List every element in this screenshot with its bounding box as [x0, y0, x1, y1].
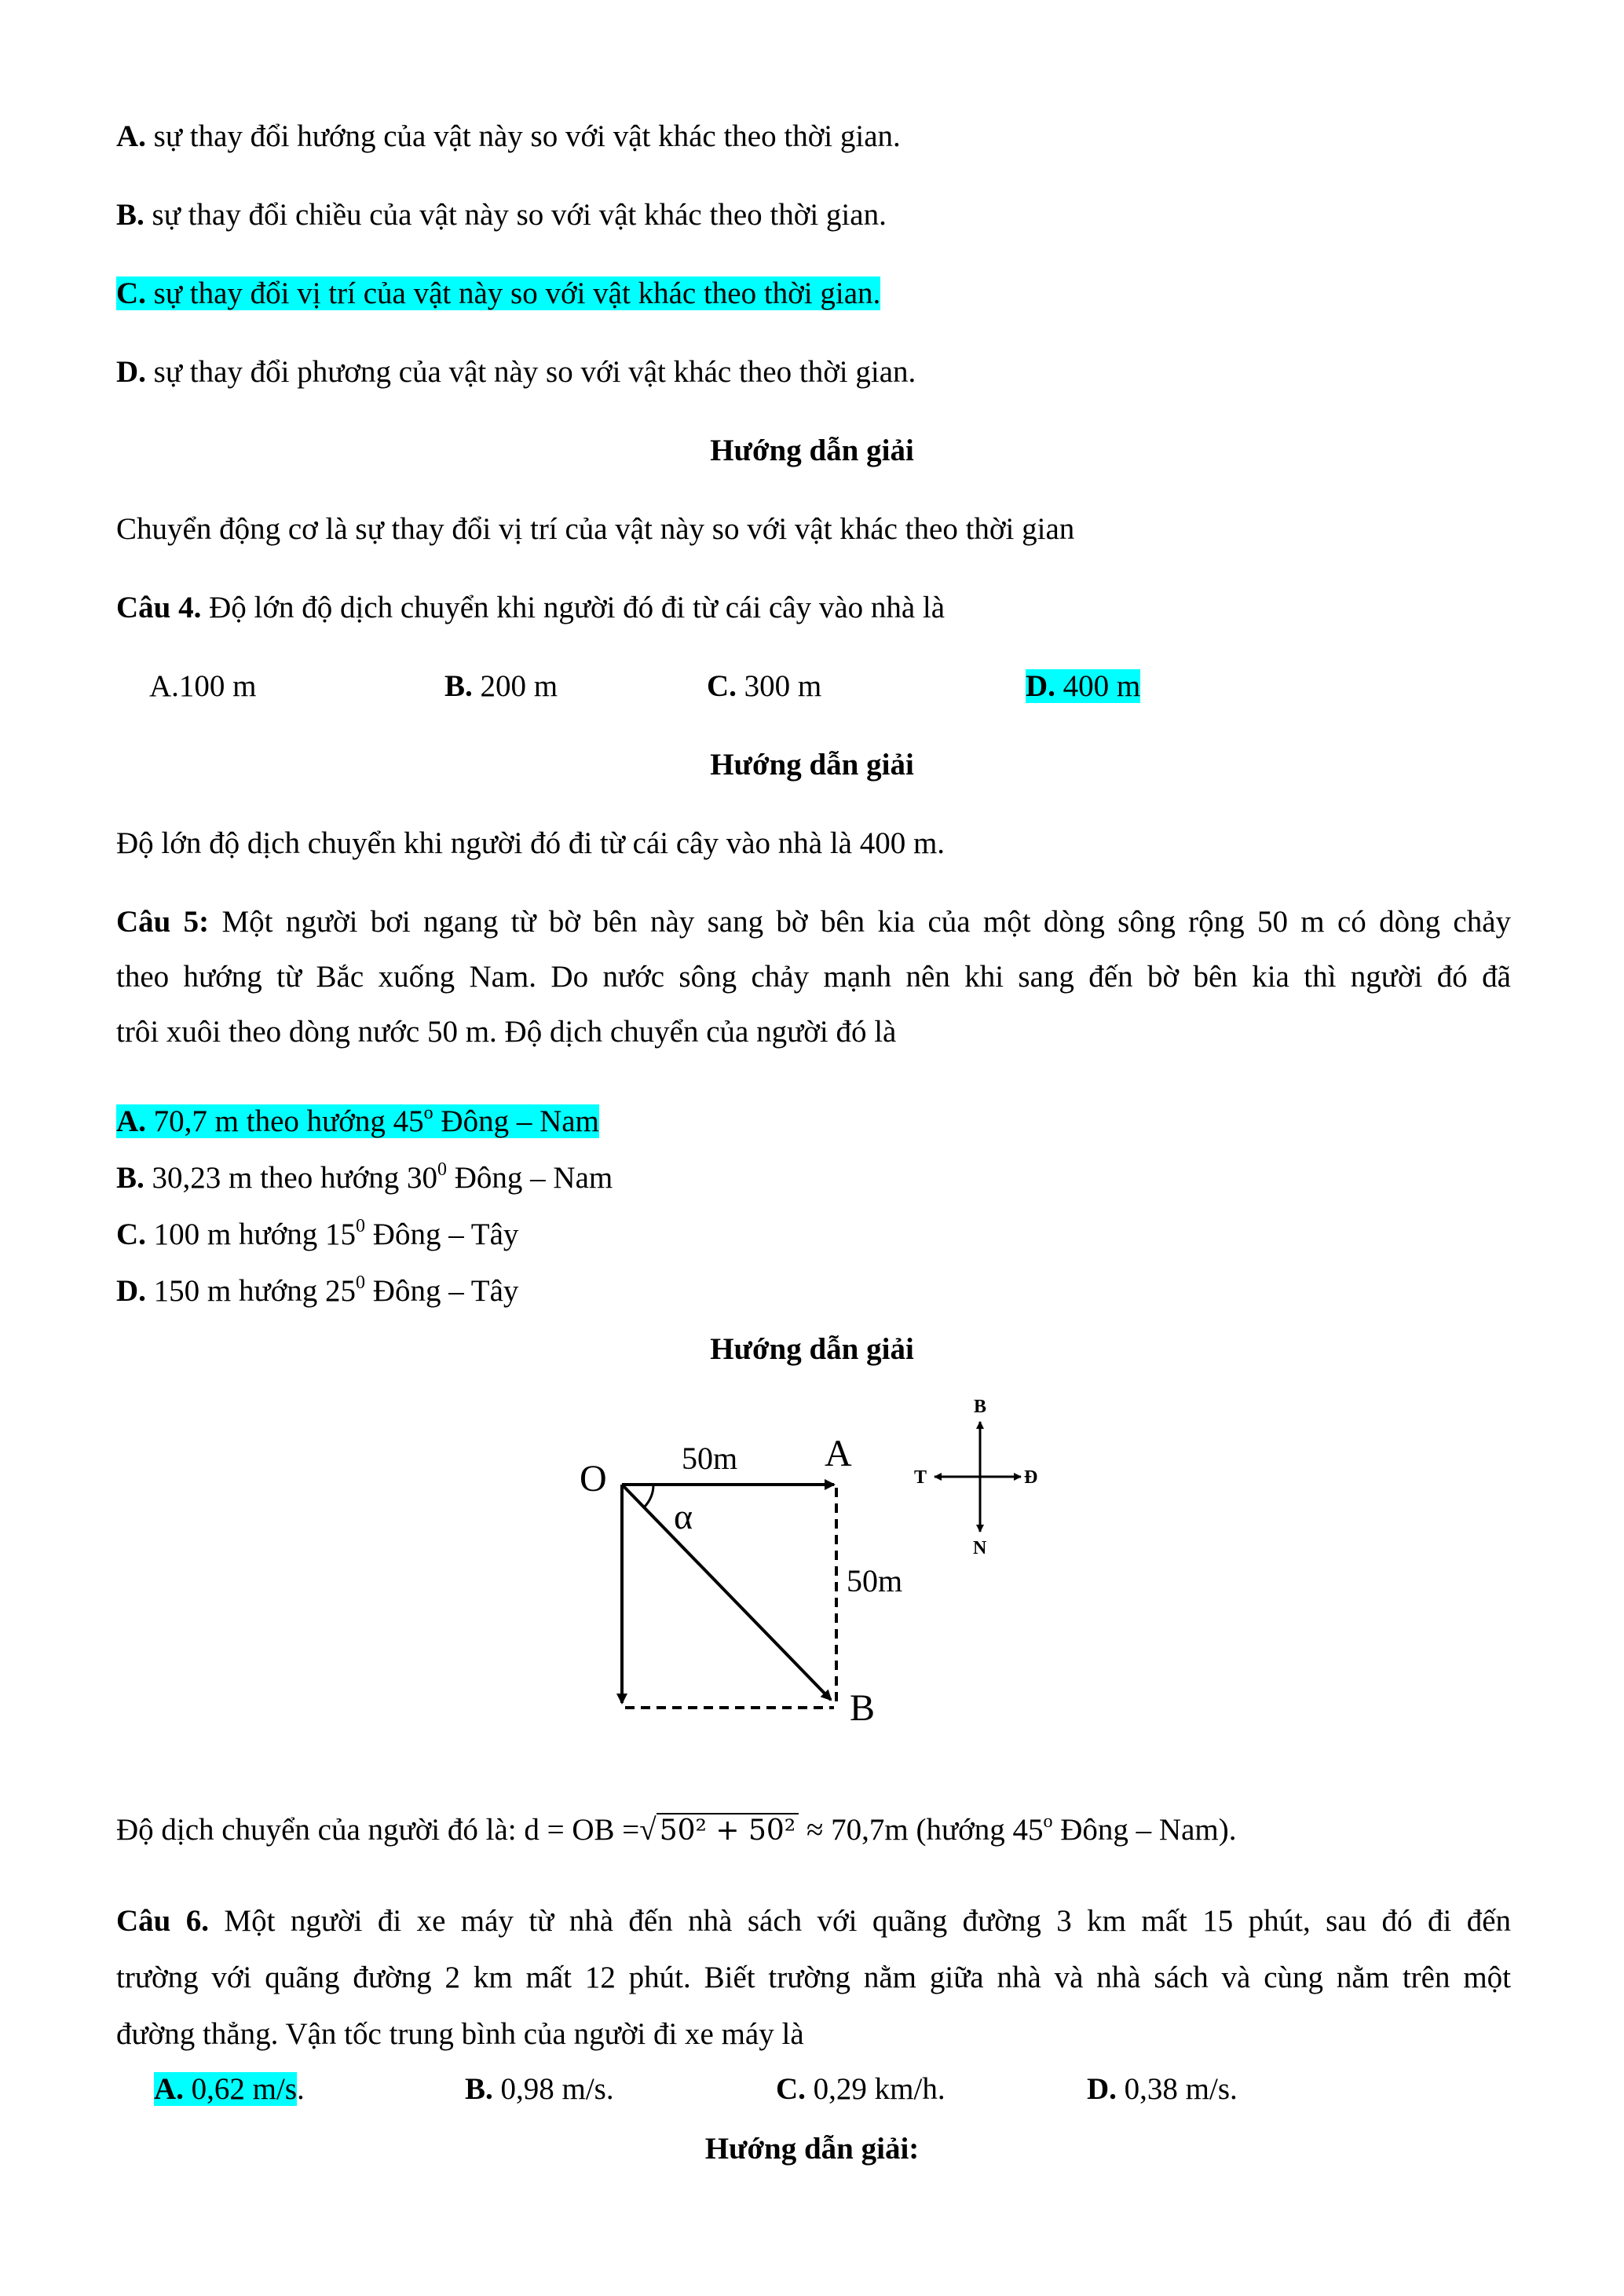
q5-question-line-3: trôi xuôi theo dòng nước 50 m. Độ dịch chuyển của người đó là: [116, 1015, 897, 1049]
q5-option-a-correct: A. 70,7 m theo hướng 45$^o$ Đông – Nam: [116, 1103, 599, 1138]
label-alpha: α: [674, 1496, 693, 1536]
q6-question-line-1: Câu 6. Một người đi xe máy từ nhà đến nhà sách với quãng đường 3 km mất 15 phút, sau đó đi đến: [116, 1904, 1511, 1938]
sqrt-symbol: √ 50² + 50²: [639, 1810, 799, 1851]
q6-question-line-2: trường với quãng đường 2 km mất 12 phút. Biết trường nằm giữa nhà và nhà sách và cùng nằm trên một: [116, 1961, 1511, 1994]
q5-solution: Độ dịch chuyển của người đó là: d = OB =√ 50² + 50² ≈ 70,7m (hướng 45$^o$ Đông – Nam).: [116, 1810, 1236, 1851]
q6-option-d: D. 0,38 m/s.: [1087, 2072, 1238, 2106]
q3-option-a: A. sự thay đổi hướng của vật này so với vật khác theo thời gian.: [116, 119, 901, 153]
q6-question-line-3: đường thẳng. Vận tốc trung bình của người đi xe máy là: [116, 2017, 804, 2051]
q6-option-c: C. 0,29 km/h.: [776, 2072, 946, 2106]
displacement-diagram: [565, 1390, 1068, 1752]
q3-option-b: B. sự thay đổi chiều của vật này so với vật khác theo thời gian.: [116, 198, 887, 232]
angle-arc: [644, 1485, 653, 1507]
label-o: O: [580, 1458, 607, 1500]
q4-option-a: A.100 m: [149, 669, 257, 703]
q5-option-d: D. 150 m hướng $25^0$ Đông – Tây: [116, 1273, 519, 1308]
compass-north: B: [974, 1397, 987, 1417]
guide-heading: Hướng dẫn giải: [710, 1332, 914, 1366]
vector-ob: [622, 1485, 831, 1700]
q3-option-c-correct: C. sự thay đổi vị trí của vật này so với vật khác theo thời gian.: [116, 276, 881, 310]
guide-heading: Hướng dẫn giải: [710, 748, 914, 782]
q4-option-b: B. 200 m: [444, 669, 558, 703]
q4-option-c: C. 300 m: [707, 669, 822, 703]
label-b: B: [850, 1687, 876, 1729]
q6-option-a-correct: A. 0,62 m/s.: [154, 2072, 305, 2106]
guide-heading-colon: Hướng dẫn giải:: [704, 2132, 920, 2166]
compass-icon: [914, 1397, 1037, 1558]
label-oa-length: 50m: [682, 1441, 738, 1476]
q4-question: Câu 4. Độ lớn độ dịch chuyển khi người đó đi từ cái cây vào nhà là: [116, 591, 946, 624]
guide-heading: Hướng dẫn giải: [710, 434, 914, 467]
label-ab-length: 50m: [847, 1563, 903, 1598]
compass-west: T: [914, 1467, 927, 1488]
q4-solution: Độ lớn độ dịch chuyển khi người đó đi từ cái cây vào nhà là 400 m.: [116, 826, 946, 860]
q4-option-d-correct: D. 400 m: [1026, 669, 1141, 703]
q5-option-c: C. 100 m hướng $15^0$ Đông – Tây: [116, 1216, 519, 1251]
compass-east: Đ: [1024, 1467, 1038, 1488]
label-a: A: [825, 1433, 852, 1474]
q5-option-b: B. 30,23 m theo hướng $30^0$ Đông – Nam: [116, 1159, 613, 1195]
compass-south: N: [973, 1538, 987, 1558]
q3-option-d: D. sự thay đổi phương của vật này so với vật khác theo thời gian.: [116, 355, 916, 389]
q3-solution: Chuyển động cơ là sự thay đổi vị trí của vật này so với vật khác theo thời gian: [116, 512, 1075, 546]
q5-question-line-1: Câu 5: Một người bơi ngang từ bờ bên này sang bờ bên kia của một dòng sông rộng 50 m có dòng chảy: [116, 905, 1512, 939]
q5-question-line-2: theo hướng từ Bắc xuống Nam. Do nước sông chảy mạnh nên khi sang đến bờ bên kia thì người đó đã: [116, 960, 1511, 994]
q6-option-b: B. 0,98 m/s.: [465, 2072, 614, 2106]
